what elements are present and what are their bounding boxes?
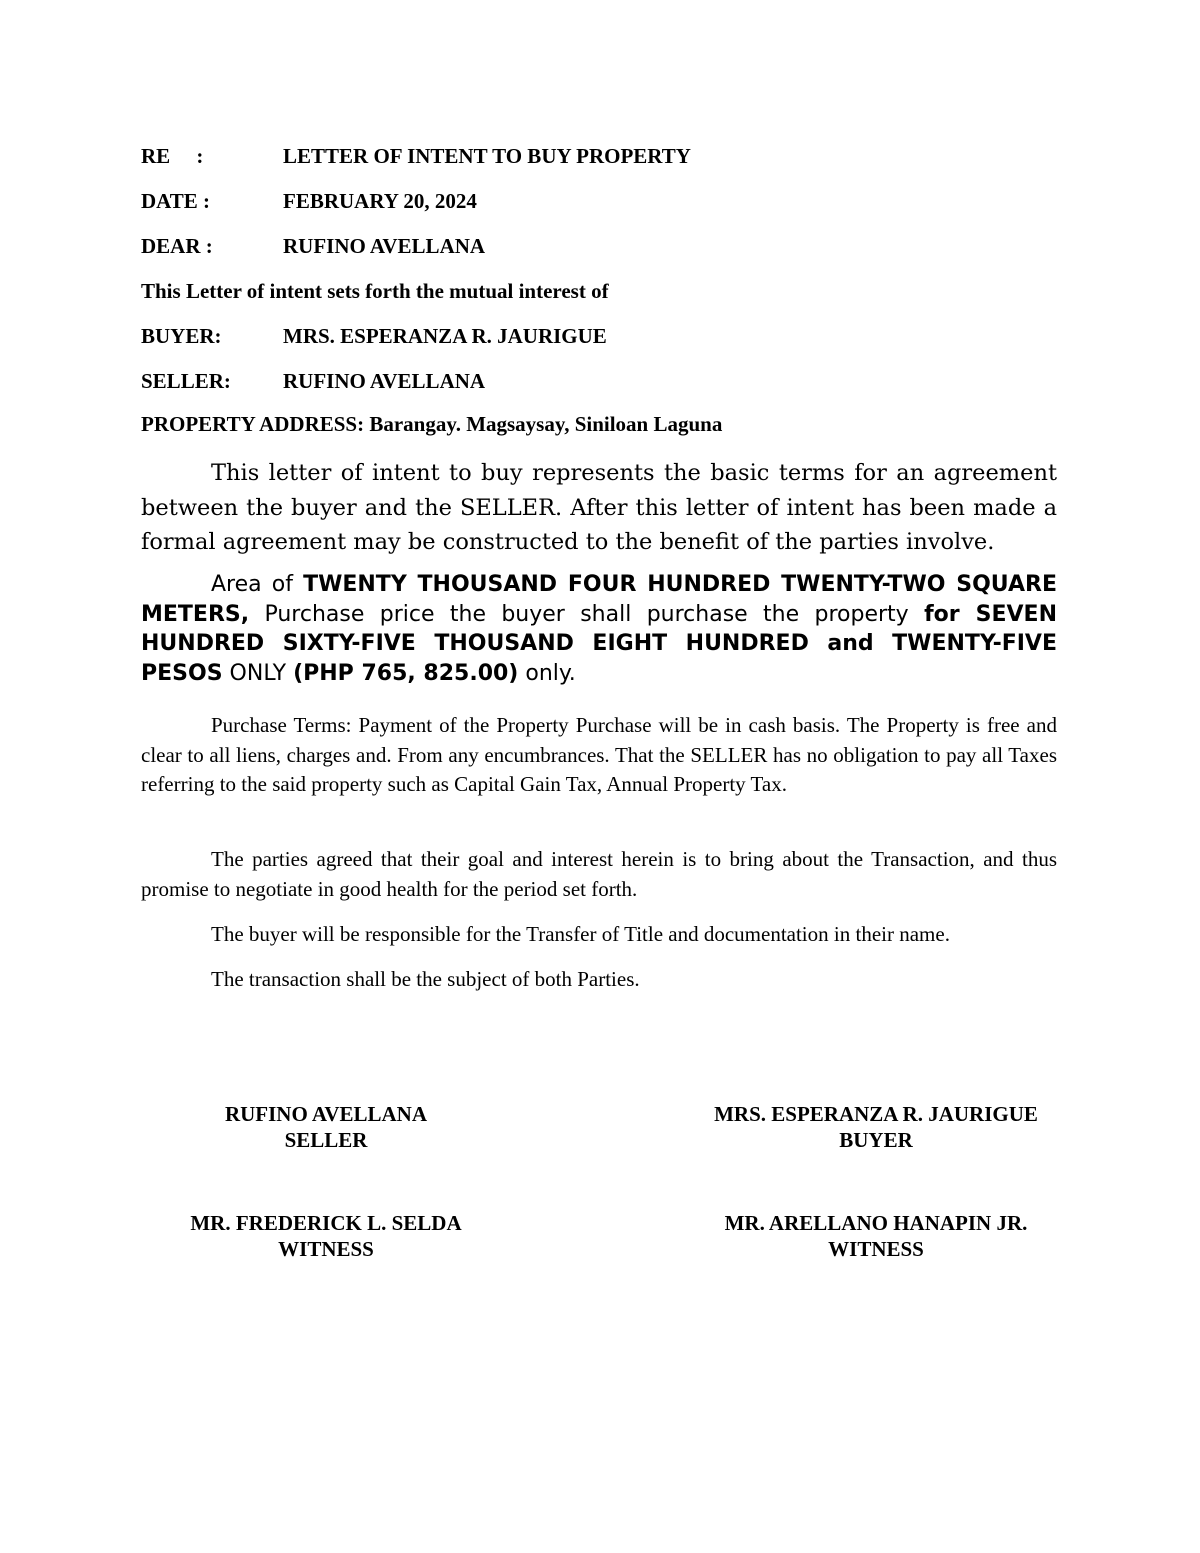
dear-label: DEAR : bbox=[141, 234, 213, 258]
re-label: RE : bbox=[141, 144, 204, 168]
only-text: ONLY bbox=[222, 660, 294, 686]
subject-line: The transaction shall be the subject of both Parties. bbox=[211, 967, 640, 991]
buyer-signature-name: MRS. ESPERANZA R. JAURIGUE bbox=[714, 1102, 1038, 1126]
area-value: TWENTY THOUSAND FOUR HUNDRED TWENTY-TWO SQUARE METERS, bbox=[141, 572, 1057, 627]
buyer-value: MRS. ESPERANZA R. JAURIGUE bbox=[283, 324, 607, 348]
seller-signature-role: SELLER bbox=[284, 1128, 368, 1152]
seller-value: RUFINO AVELLANA bbox=[283, 369, 486, 393]
seller-label: SELLER: bbox=[141, 369, 231, 393]
buyer-line bbox=[141, 324, 607, 348]
basic-terms-paragraph: This letter of intent to buy represents the basic terms for an agreement between the buyer and the SELLER. After this letter of intent has been made a formal agreement may be constructed to the benefit of the parties involve. bbox=[141, 460, 1057, 555]
intro-line: This Letter of intent sets forth the mutual interest of bbox=[141, 279, 609, 303]
date-label: DATE : bbox=[141, 189, 211, 213]
buyer-signature-block bbox=[666, 1101, 1086, 1153]
date-value: FEBRUARY 20, 2024 bbox=[283, 189, 477, 213]
witness1-signature-role: WITNESS bbox=[278, 1237, 374, 1261]
parties-agreed-paragraph: The parties agreed that their goal and interest herein is to bring about the Transaction, and thus promise to negotiate in good health for the period set forth. bbox=[141, 847, 1057, 901]
witness1-signature-block bbox=[116, 1210, 536, 1262]
witness2-signature-block bbox=[666, 1210, 1086, 1262]
seller-signature-block bbox=[116, 1101, 536, 1153]
re-value: LETTER OF INTENT TO BUY PROPERTY bbox=[283, 144, 691, 168]
purchase-terms-paragraph: Purchase Terms: Payment of the Property Purchase will be in cash basis. The Property is free and clear to all liens, charges and. From any encumbrances. That the SELLER has no obligation to pay all Taxes referring to the said property such as Capital Gain Tax, Annual Property Tax. bbox=[141, 713, 1057, 797]
buyer-signature-role: BUYER bbox=[839, 1128, 913, 1152]
price-text: Purchase price the buyer shall purchase the property bbox=[249, 601, 925, 627]
witness2-signature-name: MR. ARELLANO HANAPIN JR. bbox=[724, 1211, 1028, 1235]
price-amount: (PHP 765, 825.00) bbox=[293, 660, 519, 686]
buyer-label: BUYER: bbox=[141, 324, 222, 348]
property-address: PROPERTY ADDRESS: Barangay. Magsaysay, Siniloan Laguna bbox=[141, 412, 723, 436]
seller-line bbox=[141, 369, 485, 393]
price-words: for SEVEN HUNDRED SIXTY-FIVE THOUSAND EIGHT HUNDRED and TWENTY-FIVE PESOS bbox=[141, 601, 1057, 686]
witness2-signature-role: WITNESS bbox=[828, 1237, 924, 1261]
witness1-signature-name: MR. FREDERICK L. SELDA bbox=[190, 1211, 462, 1235]
re-line bbox=[141, 144, 691, 168]
dear-value: RUFINO AVELLANA bbox=[283, 234, 486, 258]
transfer-line: The buyer will be responsible for the Transfer of Title and documentation in their name. bbox=[211, 922, 950, 946]
only-end-text: only. bbox=[518, 660, 576, 686]
dear-line bbox=[141, 234, 485, 258]
seller-signature-name: RUFINO AVELLANA bbox=[224, 1102, 428, 1126]
area-text: Area of bbox=[211, 572, 304, 597]
area-price-paragraph bbox=[141, 570, 1057, 688]
date-line bbox=[141, 189, 477, 213]
